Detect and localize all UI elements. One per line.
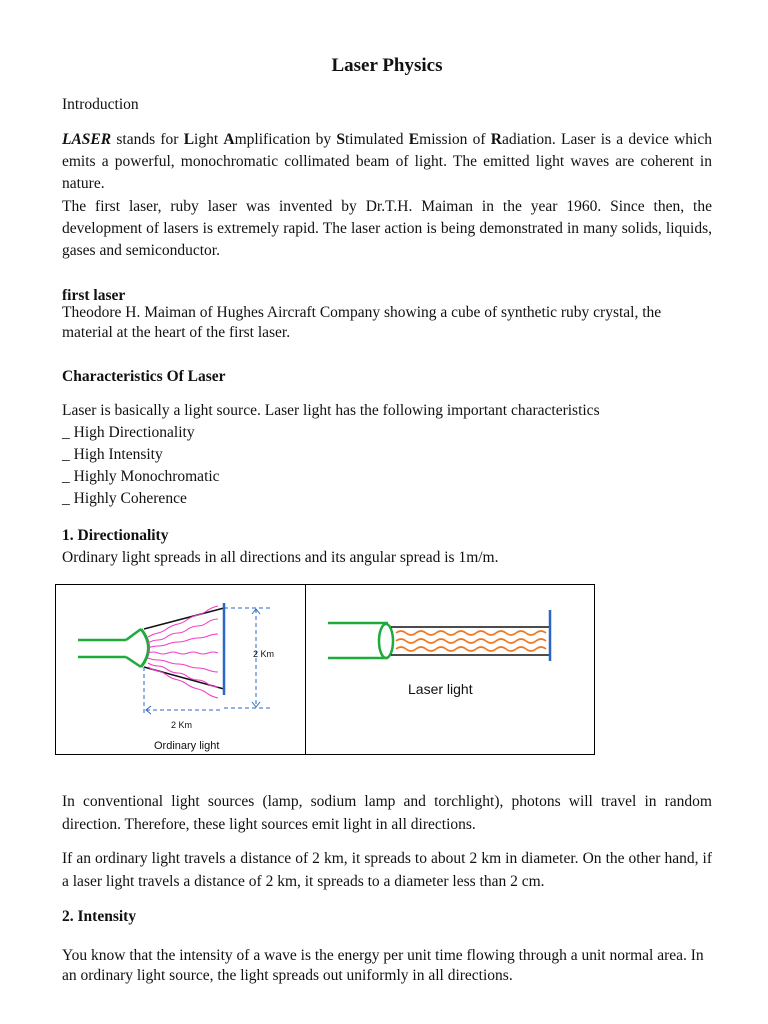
laser-light-label: Laser light (408, 681, 473, 697)
laser-light-diagram (328, 610, 550, 697)
characteristics-intro: Laser is basically a light source. Laser light has the following important characteristics (62, 402, 600, 419)
text-span: adiation. Laser is a device which emits a powerful, monochromatic collimated beam of light. The emitted light waves are coherent in nature. (62, 131, 712, 192)
cone-top-edge (144, 608, 224, 629)
first-laser-heading: first laser (62, 287, 126, 304)
characteristics-heading: Characteristics Of Laser (62, 368, 226, 385)
page-title: Laser Physics (331, 55, 443, 76)
intro-paragraph-2: The first laser, ruby laser was invented by Dr.T.H. Maiman in the year 1960. Since then, the development of lasers is extremely rapid. The laser action is being demonstrated in many solids, liquids, gases and semiconductor. (62, 198, 712, 259)
horizontal-dimension-label: 2 Km (171, 720, 193, 730)
lens-icon (141, 629, 149, 667)
acronym-letter-l: L (183, 131, 195, 148)
characteristic-item: _ High Directionality (62, 424, 195, 441)
characteristic-item: _ Highly Monochromatic (62, 468, 220, 485)
text-span: timulated (345, 131, 409, 148)
intro-heading: Introduction (62, 96, 139, 113)
text-span: ight (194, 131, 224, 148)
ordinary-distance-paragraph: If an ordinary light travels a distance of 2 km, it spreads to about 2 km in diameter. On the other hand, if a laser light travels a distance of 2 km, it spreads to a diameter less than 2 cm. (62, 850, 712, 890)
intensity-heading: 2. Intensity (62, 908, 137, 925)
acronym-letter-e: E (408, 131, 420, 148)
ordinary-light-label: Ordinary light (154, 740, 220, 752)
characteristic-item: _ Highly Coherence (62, 490, 187, 507)
conventional-paragraph: In conventional light sources (lamp, sodium lamp and torchlight), photons will travel in random direction. Therefore, these light sources emit light in all directions. (62, 793, 712, 833)
fiber-flare (126, 629, 141, 667)
intensity-text: You know that the intensity of a wave is the energy per unit time flowing through a unit normal area. In an ordinary light source, the light spreads out uniformly in all directions. (62, 947, 704, 984)
acronym-letter-r: R (490, 131, 502, 148)
directionality-text: Ordinary light spreads in all directions and its angular spread is 1m/m. (62, 549, 499, 566)
ordinary-light-diagram (78, 603, 274, 752)
figure-svg (56, 585, 596, 756)
text-span: mplification by (234, 131, 337, 148)
first-laser-text: Theodore H. Maiman of Hughes Aircraft Company showing a cube of synthetic ruby crystal, the material at the heart of the first laser. (62, 304, 662, 341)
ordinary-wavefronts (148, 606, 218, 698)
vertical-dimension-label: 2 Km (253, 649, 275, 659)
text-span: stands for (111, 131, 184, 148)
directionality-figure (55, 584, 595, 755)
acronym-letter-a: A (223, 131, 235, 148)
laser-acronym: LASER (62, 131, 112, 148)
text-span: mission of (419, 131, 491, 148)
characteristic-item: _ High Intensity (62, 446, 163, 463)
directionality-heading: 1. Directionality (62, 527, 169, 544)
acronym-letter-s: S (336, 131, 345, 148)
laser-lens-icon (379, 624, 393, 658)
intro-paragraph-1 (62, 129, 712, 195)
laser-wavefronts (396, 631, 546, 651)
